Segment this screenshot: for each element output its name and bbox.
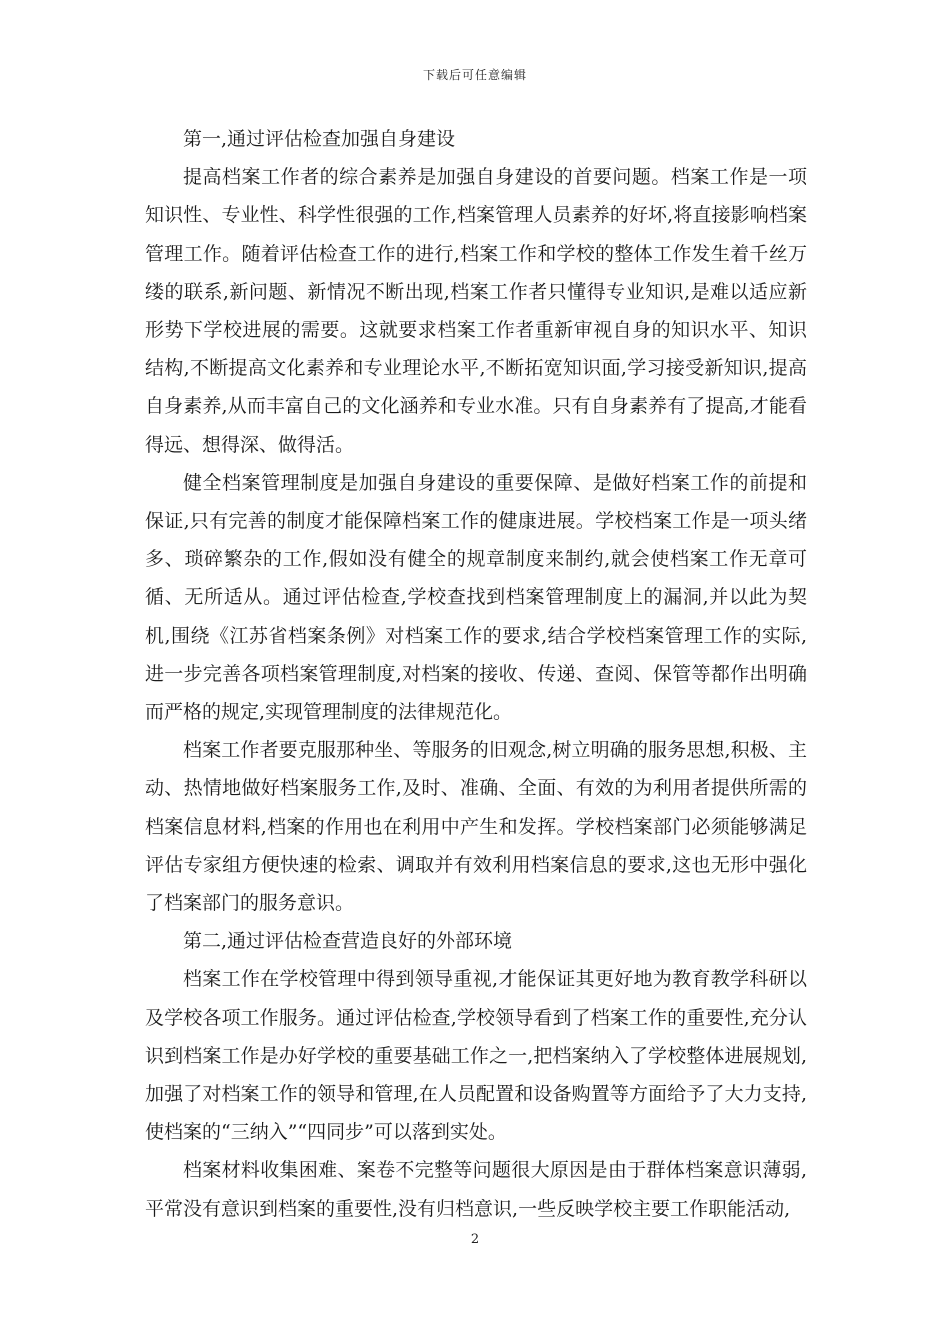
- section-heading-1: 第一,通过评估检查加强自身建设: [183, 128, 456, 150]
- paragraph-2: 健全档案管理制度是加强自身建设的重要保障、是做好档案工作的前提和保证,只有完善的制度才能保障档案工作的健康进展。学校档案工作是一项头绪多、琐碎繁杂的工作,假如没有健全的规章制度来制约,就会使档案工作无章可循、无所适从。通过评估检查,学校查找到档案管理制度上的漏洞,并以此为契机,围绕《江苏省档案条例》对档案工作的要求,结合学校档案管理工作的实际,进一步完善各项档案管理制度,对档案的接收、传递、查阅、保管等都作出明确而严格的规定,实现管理制度的法律规范化。: [145, 471, 807, 724]
- page-number: 2: [470, 1232, 480, 1247]
- paragraph-5: 档案材料收集困难、案卷不完整等问题很大原因是由于群体档案意识薄弱,平常没有意识到档案的重要性,没有归档意识,一些反映学校主要工作职能活动,: [145, 1159, 807, 1220]
- page-header-note: 下载后可任意编辑: [422, 68, 527, 82]
- paragraph-3: 档案工作者要克服那种坐、等服务的旧观念,树立明确的服务思想,积极、主动、热情地做好档案服务工作,及时、准确、全面、有效的为利用者提供所需的档案信息材料,档案的作用也在利用中产生和发挥。学校档案部门必须能够满足评估专家组方便快速的检索、调取并有效利用档案信息的要求,这也无形中强化了档案部门的服务意识。: [145, 739, 807, 915]
- paragraph-4: 档案工作在学校管理中得到领导重视,才能保证其更好地为教育教学科研以及学校各项工作服务。通过评估检查,学校领导看到了档案工作的重要性,充分认识到档案工作是办好学校的重要基础工作之一,把档案纳入了学校整体进展规划,加强了对档案工作的领导和管理,在人员配置和设备购置等方面给予了大力支持,使档案的“三纳入”“四同步”可以落到实处。: [145, 968, 807, 1144]
- document-body: [145, 120, 807, 1228]
- section-heading-2: 第二,通过评估检查营造良好的外部环境: [183, 930, 513, 953]
- paragraph-1: 提高档案工作者的综合素养是加强自身建设的首要问题。档案工作是一项知识性、专业性、科学性很强的工作,档案管理人员素养的好坏,将直接影响档案管理工作。随着评估检查工作的进行,档案工作和学校的整体工作发生着千丝万缕的联系,新问题、新情况不断出现,档案工作者只懂得专业知识,是难以适应新形势下学校进展的需要。这就要求档案工作者重新审视自身的知识水平、知识结构,不断提高文化素养和专业理论水平,不断拓宽知识面,学习接受新知识,提高自身素养,从而丰富自己的文化涵养和专业水准。只有自身素养有了提高,才能看得远、想得深、做得活。: [145, 166, 807, 456]
